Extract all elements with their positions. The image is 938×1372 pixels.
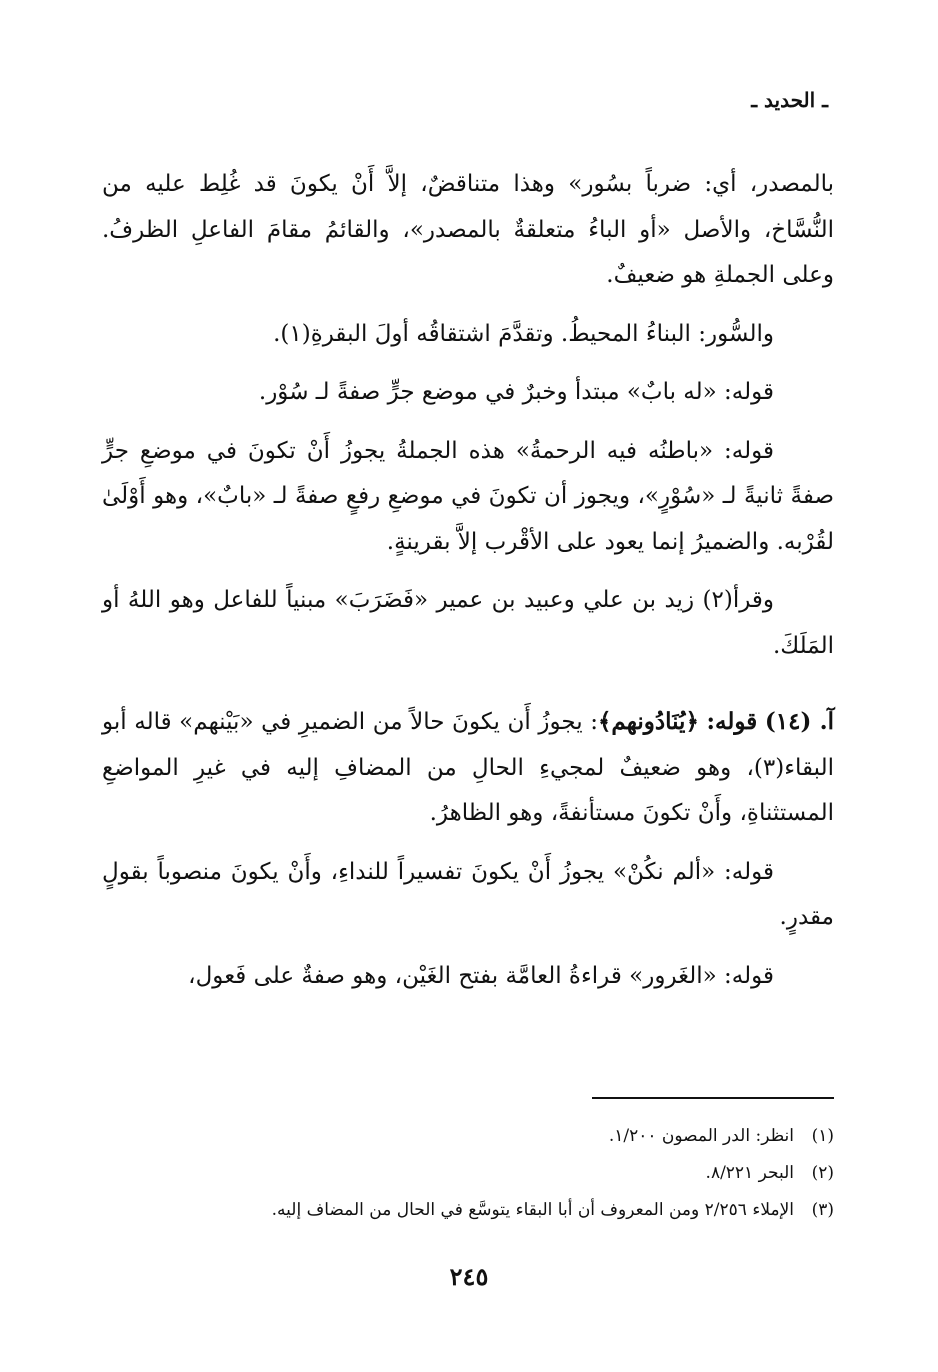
- footnote: [102, 1118, 834, 1155]
- page-number: ٢٤٥: [449, 1262, 489, 1291]
- main-text: [102, 162, 834, 1012]
- footnote-mark: (٣): [811, 1200, 834, 1220]
- running-header: ـ الحديد ـ: [751, 88, 828, 112]
- paragraph: والسُّور: البناءُ المحيطُ. وتقدَّمَ اشتقاقُه أولَ البقرةِ(١).: [273, 320, 774, 347]
- footnotes: [102, 1118, 834, 1229]
- paragraph: قوله: «له بابٌ» مبتدأ وخبرٌ في موضع جرٍّ صفةً لـ سُوْر.: [258, 379, 774, 405]
- verse-commentary-paragraph: [102, 699, 834, 837]
- quranic-quote: ﴿يُنَادُونهم﴾: [597, 708, 699, 735]
- paragraph: قوله: «الغَرور» قراءةُ العامَّة بفتح الغَيْن، وهو صفةٌ على فَعول،: [188, 962, 774, 989]
- footnote: [102, 1155, 834, 1192]
- footnote-mark: (١): [811, 1126, 834, 1146]
- footnote: [102, 1192, 834, 1229]
- verse-number: آ. (١٤): [764, 708, 834, 735]
- paragraph: وقرأ(٢) زيد بن علي وعبيد بن عمير «فَضَرَبَ» مبنياً للفاعل وهو اللهُ أو المَلَكَ.: [102, 587, 834, 659]
- footnote-text: البحر ٨/٢٢١.: [705, 1163, 794, 1183]
- paragraph: بالمصدر، أي: ضرباً بسُور» وهذا متناقضٌ، إلاَّ أَنْ يكونَ قد غُلِط عليه من النُّسَّاخ، والأصل «أو الباءُ متعلقةٌ بالمصدر»، والقائمُ مقامَ الفاعلِ الظرفُ. وعلى الجملةِ هو ضعيفٌ.: [102, 171, 834, 288]
- paragraph: قوله: «باطنُه فيه الرحمةُ» هذه الجملةُ يجوزُ أَنْ تكونَ في موضعِ جرٍّ صفةً ثانيةً لـ «سُوْرٍ»، ويجوز أن تكونَ في موضعِ رفعٍ صفةً لـ «بابٌ»، وهو أَوْلَىٰ لقُرْبه. والضميرُ إنما يعود على الأقْرب إلاَّ بقرينةٍ.: [102, 437, 834, 555]
- verse-commentary-text: : يجوزُ أَن يكونَ حالاً من الضميرِ في «بَيْنهم» قاله أبو البقاء(٣)، وهو ضعيفٌ لمجيءِ الحالِ من المضافِ إليه في غيرِ المواضعِ المستثناةِ، وأَنْ تكونَ مستأنفةً، وهو الظاهرُ.: [102, 709, 834, 826]
- footnote-text: الإملاء ٢/٢٥٦ ومن المعروف أن أبا البقاء يتوسَّع في الحال من المضاف إليه.: [271, 1200, 794, 1220]
- footnote-mark: (٢): [811, 1163, 834, 1183]
- commentary-keyword: قوله:: [706, 708, 758, 735]
- footnote-text: انظر: الدر المصون ١/٢٠٠.: [608, 1126, 794, 1146]
- paragraph: قوله: «ألم نكُنْ» يجوزُ أَنْ يكونَ تفسيراً للنداءِ، وأَنْ يكونَ منصوباً بقولٍ مقدرٍ.: [102, 858, 834, 930]
- footnote-divider: [592, 1097, 834, 1099]
